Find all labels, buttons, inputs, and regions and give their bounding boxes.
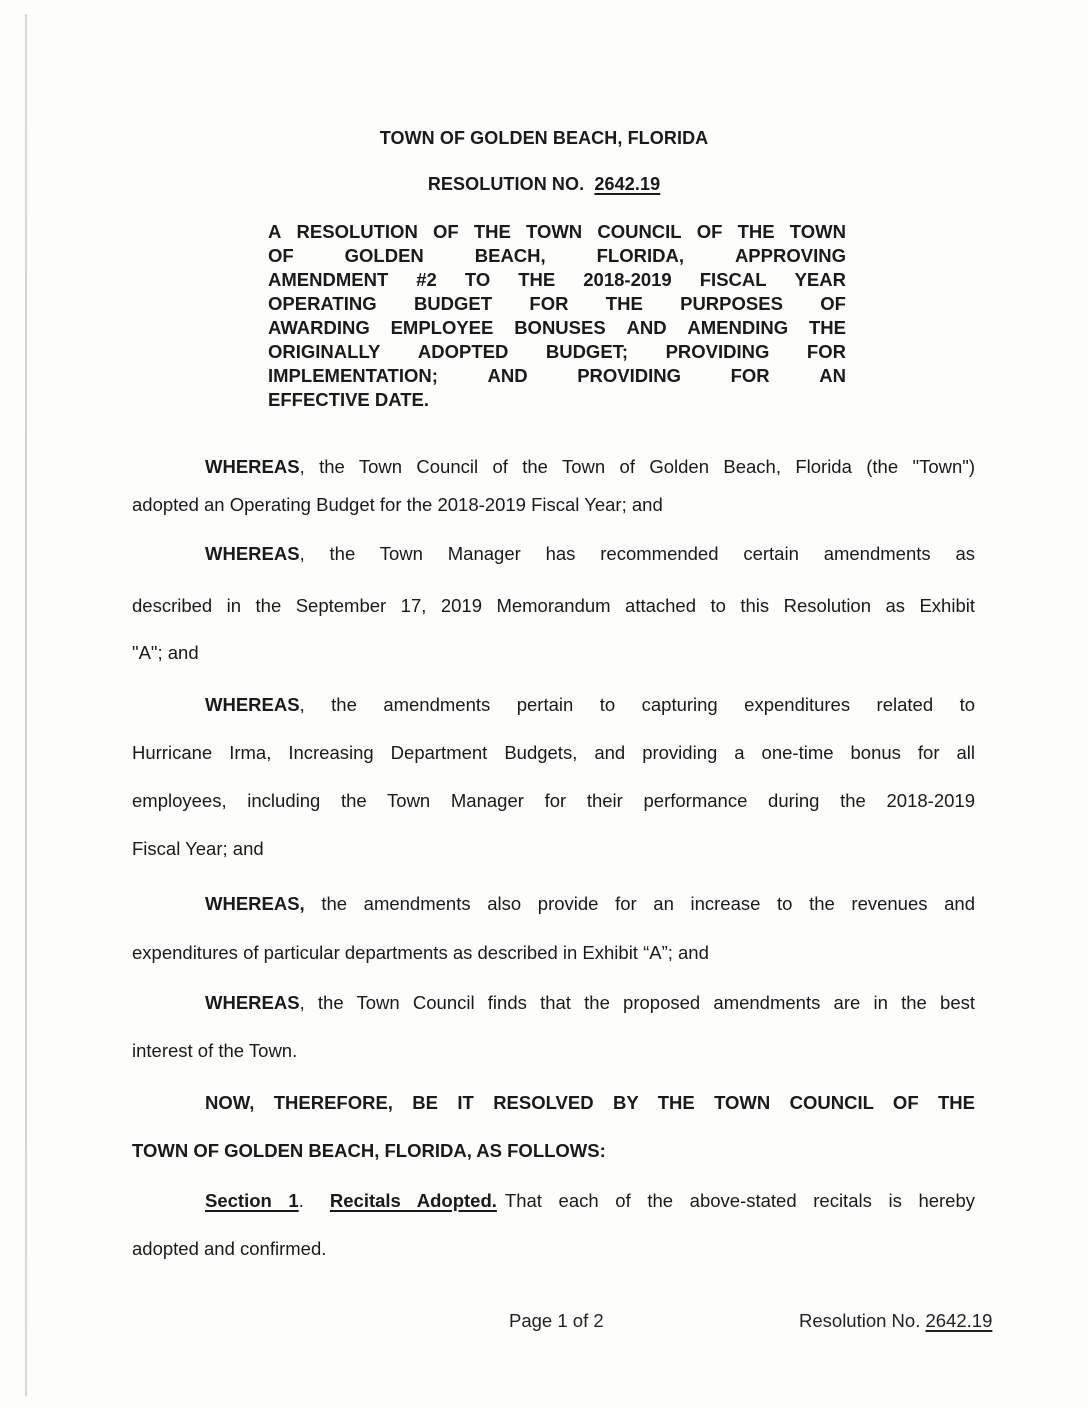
section-text: That each of the above-stated recitals is hereby <box>504 1190 976 1211</box>
recital-text: , the amendments pertain to capturing expenditures related to <box>299 694 975 715</box>
resolution-title-block <box>268 220 846 412</box>
recital-2-line-1 <box>205 543 975 565</box>
title-word: PURPOSES <box>680 293 783 314</box>
municipality-name: TOWN OF GOLDEN BEACH, FLORIDA <box>379 128 709 148</box>
recital-text: , the Town Manager has recommended certain amendments as <box>299 543 975 564</box>
recital-2-line-3: "A"; and <box>132 642 199 663</box>
recital-3-line-2: Hurricane Irma, Increasing Department Budgets, and providing a one-time bonus for all <box>132 742 975 763</box>
recital-5-line-2: interest of the Town. <box>132 1040 298 1061</box>
title-word: TOWN <box>525 221 583 242</box>
title-block-line <box>268 316 846 340</box>
title-word: IMPLEMENTATION; <box>268 365 438 386</box>
title-word: OF <box>432 221 459 242</box>
recital-1-line-1 <box>205 456 975 478</box>
title-word: 2018-2019 <box>583 269 672 290</box>
title-word: FOR <box>730 365 770 386</box>
resolution-number: 2642.19 <box>594 174 661 194</box>
title-word: ADOPTED <box>417 341 509 362</box>
title-block-line <box>268 292 846 316</box>
title-word: BONUSES <box>514 317 606 338</box>
recital-text: the amendments also provide for an increase to the revenues and <box>304 893 975 914</box>
title-word: ORIGINALLY <box>268 341 381 362</box>
title-word: OF <box>268 245 294 266</box>
scan-edge-line <box>25 14 27 1396</box>
whereas-label: WHEREAS, <box>205 893 305 914</box>
resolved-clause-line-1 <box>205 1092 975 1114</box>
title-word: AN <box>819 365 846 386</box>
page-number: Page 1 of 2 <box>509 1310 604 1331</box>
title-word: FOR <box>806 341 846 362</box>
resolved-text: NOW, THEREFORE, BE IT RESOLVED BY THE TOWN COUNCIL OF THE <box>205 1092 975 1113</box>
whereas-label: WHEREAS <box>205 694 300 715</box>
title-block-line <box>268 388 846 412</box>
title-block-line <box>268 268 846 292</box>
title-word: AWARDING <box>268 317 370 338</box>
title-word: AMENDING <box>687 317 789 338</box>
recital-4-line-2: expenditures of particular departments as described in Exhibit “A”; and <box>132 942 709 963</box>
footer-resolution <box>799 1310 992 1332</box>
title-word: YEAR <box>794 269 846 290</box>
title-block-line <box>268 220 846 244</box>
footer-resolution-label: Resolution No. <box>799 1310 921 1331</box>
title-word: AND <box>487 365 528 386</box>
recital-3-line-4: Fiscal Year; and <box>132 838 264 859</box>
title-word: THE <box>473 221 511 242</box>
title-word: AMENDMENT <box>268 269 389 290</box>
title-block-line <box>268 340 846 364</box>
municipality-heading <box>0 128 1088 149</box>
title-word: PROVIDING <box>577 365 682 386</box>
recital-5-line-1 <box>205 992 975 1014</box>
title-word: THE <box>737 221 775 242</box>
title-word: BUDGET; <box>545 341 629 362</box>
recital-1-line-2: adopted an Operating Budget for the 2018-2019 Fiscal Year; and <box>132 494 663 515</box>
title-word: EFFECTIVE DATE. <box>268 389 430 410</box>
title-word: AND <box>626 317 667 338</box>
title-word: TO <box>464 269 491 290</box>
title-block-line <box>268 244 846 268</box>
section-number-punct: . <box>298 1190 304 1211</box>
recital-3-line-3: employees, including the Town Manager for their performance during the 2018-2019 <box>132 790 975 811</box>
title-word: COUNCIL <box>597 221 682 242</box>
title-word: TOWN <box>789 221 846 242</box>
footer-resolution-number: 2642.19 <box>925 1310 993 1331</box>
title-word: APPROVING <box>734 245 846 266</box>
title-word: OPERATING <box>268 293 377 314</box>
title-block-line <box>268 364 846 388</box>
title-word: A <box>268 221 282 242</box>
whereas-label: WHEREAS <box>205 543 300 564</box>
title-word: RESOLUTION <box>296 221 418 242</box>
section-number: Section 1 <box>205 1190 299 1211</box>
section-1-line-1 <box>205 1190 975 1212</box>
recital-4-line-1 <box>205 893 975 915</box>
resolved-clause-line-2: TOWN OF GOLDEN BEACH, FLORIDA, AS FOLLOWS: <box>132 1140 606 1161</box>
title-word: EMPLOYEE <box>390 317 494 338</box>
section-heading: Recitals Adopted. <box>329 1190 497 1211</box>
title-word: PROVIDING <box>665 341 770 362</box>
title-word: GOLDEN <box>344 245 424 266</box>
title-word: FOR <box>529 293 569 314</box>
title-word: OF <box>696 221 723 242</box>
recital-2-line-2: described in the September 17, 2019 Memorandum attached to this Resolution as Exhibit <box>132 595 975 616</box>
title-word: BEACH, <box>474 245 546 266</box>
title-word: THE <box>605 293 643 314</box>
section-1-line-2: adopted and confirmed. <box>132 1238 327 1259</box>
title-word: FLORIDA, <box>596 245 684 266</box>
whereas-label: WHEREAS <box>205 992 300 1013</box>
title-word: BUDGET <box>413 293 493 314</box>
title-word: THE <box>518 269 556 290</box>
resolution-label: RESOLUTION NO. <box>427 174 585 194</box>
resolution-number-heading <box>0 174 1088 195</box>
recital-3-line-1 <box>205 694 975 716</box>
recital-text: , the Town Council of the Town of Golden Beach, Florida (the "Town") <box>299 456 975 477</box>
whereas-label: WHEREAS <box>205 456 300 477</box>
recital-text: , the Town Council finds that the proposed amendments are in the best <box>299 992 975 1013</box>
title-word: THE <box>808 317 846 338</box>
title-word: FISCAL <box>699 269 767 290</box>
title-word: #2 <box>416 269 437 290</box>
title-word: OF <box>820 293 846 314</box>
